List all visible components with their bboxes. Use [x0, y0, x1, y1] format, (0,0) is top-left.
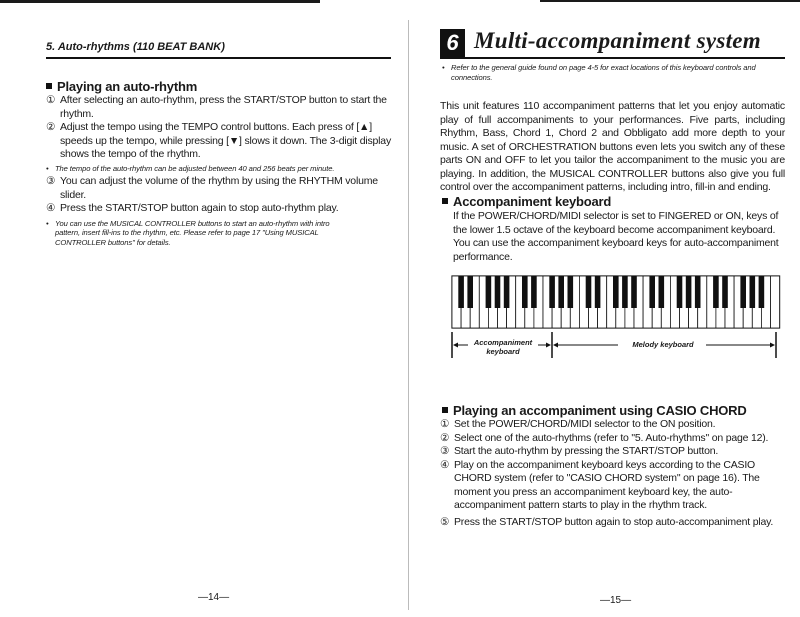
chapter-number-badge: 6 — [440, 29, 465, 57]
black-key — [458, 276, 464, 308]
list-item: ③ You can adjust the volume of the rhythm by using the RHYTHM volume slider. — [46, 175, 378, 201]
black-key — [649, 276, 655, 308]
right-steps-list — [440, 418, 785, 529]
section-heading: Playing an auto-rhythm — [46, 79, 197, 94]
chapter-title-rule — [440, 57, 785, 59]
black-key — [568, 276, 574, 308]
accomp-keyboard-text: If the POWER/CHORD/MIDI selector is set to FINGERED or ON, keys of the lower 1.5 octave of the keyboard become accompaniment keyboard. You can use the accompaniment keyboard keys for auto-accompaniment performance. — [453, 210, 779, 263]
page-number: —15— — [600, 595, 632, 606]
note-item: • The tempo of the auto-rhythm can be adjusted between 40 and 256 beats per minute. — [46, 163, 335, 173]
running-head-rule — [46, 57, 391, 59]
melody-keyboard-label: Melody keyboard — [632, 340, 694, 349]
square-bullet-icon — [46, 83, 52, 89]
black-key — [486, 276, 492, 308]
steps-list — [46, 94, 392, 247]
square-bullet-icon — [442, 198, 448, 204]
arrow-head-icon — [453, 343, 458, 348]
intro-paragraph: This unit features 110 accompaniment patterns that let you enjoy automatic play of full accompaniments to your performances. Five parts, including Rhythm, Bass, Chord 1, Chord 2 and Obbligato add more depth to your music. A set of ORCHESTRATION buttons even lets you switch any of these parts ON and OFF to let you tailor the accompaniment to the music you are playing. In addition, the MUSICAL CONTROLLER buttons also give you full control over the accompaniment patterns, including intro, fill-in and ending. — [440, 100, 785, 193]
black-key — [659, 276, 665, 308]
accomp-label-wrap — [464, 339, 542, 365]
black-key — [677, 276, 683, 308]
list-item: ④ Press the START/STOP button again to stop auto-rhythm play. — [46, 202, 339, 215]
melody-label-wrap — [618, 340, 708, 352]
list-item: ② Select one of the auto-rhythms (refer to "5. Auto-rhythms" on page 12). — [440, 431, 769, 444]
black-key — [495, 276, 501, 308]
list-item: ① After selecting an auto-rhythm, press the START/STOP button to start the rhythm. — [46, 94, 387, 120]
chapter-title: Multi-accompaniment system — [474, 28, 761, 53]
list-item: ① Set the POWER/CHORD/MIDI selector to the ON position. — [440, 418, 716, 430]
top-edge-rule-right — [540, 0, 800, 2]
black-key — [467, 276, 473, 308]
black-key — [586, 276, 592, 308]
black-key — [740, 276, 746, 308]
black-key — [631, 276, 637, 308]
list-item: ③ Start the auto-rhythm by pressing the START/STOP button. — [440, 445, 719, 457]
black-key — [613, 276, 619, 308]
black-key — [722, 276, 728, 308]
arrow-head-icon — [546, 343, 551, 348]
black-key — [558, 276, 564, 308]
list-item: ⑤ Press the START/STOP button again to stop auto-accompaniment play. — [440, 515, 774, 528]
black-key — [531, 276, 537, 308]
page-gutter — [408, 20, 409, 610]
black-key — [686, 276, 692, 308]
list-item: ② Adjust the tempo using the TEMPO control buttons. Each press of [▲] speeds up the tempo, while pressing [▼] slows it down. The 3-digit display shows the tempo of the rhythm. — [46, 121, 391, 160]
black-key — [713, 276, 719, 308]
accompaniment-keyboard-label: Accompaniment keyboard — [473, 339, 533, 356]
black-key — [595, 276, 601, 308]
black-key — [622, 276, 628, 308]
arrow-head-icon — [553, 343, 558, 348]
keyboard-keys — [452, 276, 780, 328]
black-key — [549, 276, 555, 308]
page-number: —14— — [198, 592, 230, 603]
list-item: ④ Play on the accompaniment keyboard keys according to the CASIO CHORD system (refer to "CASIO CHORD system" on page 16). The moment you press an accompaniment keyboard key, the auto-accompaniment pattern starts to play in the rhythm track. — [440, 458, 760, 511]
keyboard-diagram — [448, 268, 783, 378]
square-bullet-icon — [442, 407, 448, 413]
accomp-keyboard-heading: Accompaniment keyboard — [442, 194, 611, 209]
note-item: • You can use the MUSICAL CONTROLLER buttons to start an auto-rhythm with intro pattern, insert fill-ins to the rhythm, etc. Please refer to page 17 "Using MUSICAL CONTROLLER buttons" for details. — [46, 218, 330, 247]
refer-note: • Refer to the general guide found on page 4-5 for exact locations of this keyboard controls and connections. — [442, 63, 756, 82]
running-head: 5. Auto-rhythms (110 BEAT BANK) — [46, 41, 225, 53]
black-key — [750, 276, 756, 308]
black-key — [695, 276, 701, 308]
white-key — [771, 276, 780, 328]
top-edge-rule — [0, 0, 320, 3]
black-key — [522, 276, 528, 308]
black-key — [759, 276, 765, 308]
arrow-head-icon — [770, 343, 775, 348]
black-key — [504, 276, 510, 308]
playing-heading: Playing an accompaniment using CASIO CHORD — [442, 403, 747, 418]
